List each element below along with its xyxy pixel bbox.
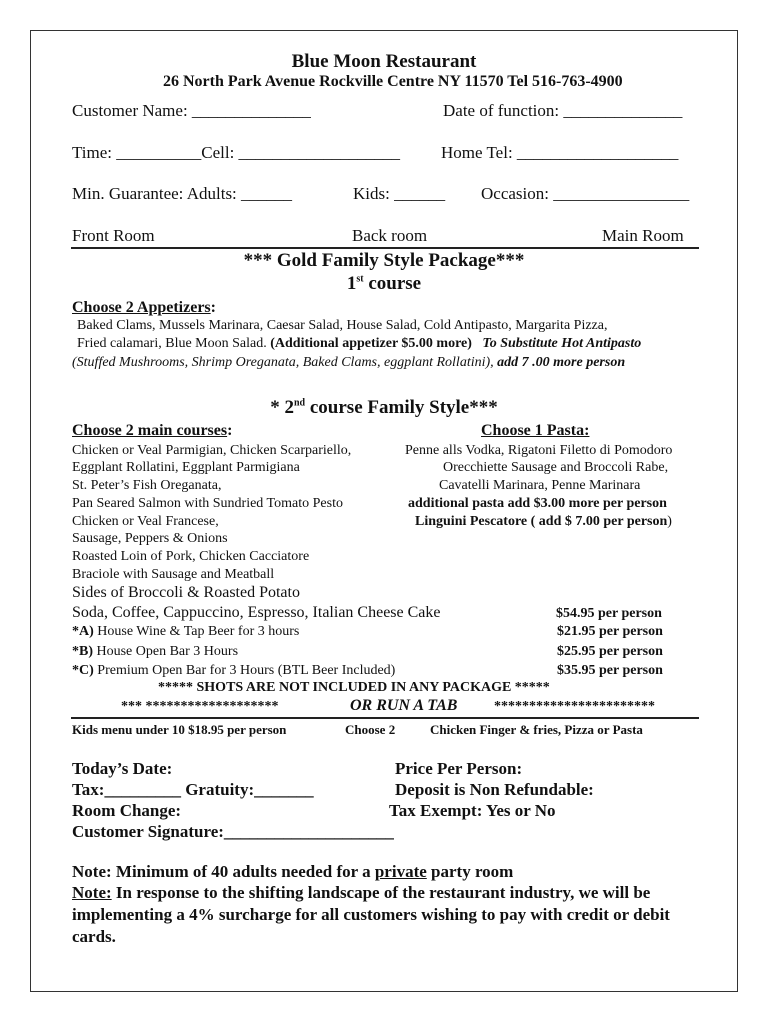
bar-option: *A) House Wine & Tap Beer for 3 hours — [72, 624, 300, 639]
pasta-item: Orecchiette Sausage and Broccoli Rabe, — [443, 460, 669, 475]
run-tab-stars-left: *** ******************* — [121, 699, 279, 714]
main-courses-heading: Choose 2 main courses: — [72, 422, 233, 439]
restaurant-name: Blue Moon Restaurant — [291, 51, 477, 72]
tax-exempt-field[interactable]: Tax Exempt: Yes or No — [389, 801, 556, 820]
main-course-item: Sausage, Peppers & Onions — [72, 531, 228, 546]
address-line: 26 North Park Avenue Rockville Centre NY 11570 Tel 516-763-4900 — [163, 73, 623, 90]
main-course-item: St. Peter’s Fish Oreganata, — [72, 478, 222, 493]
price-per-person-field[interactable]: Price Per Person: — [395, 759, 523, 778]
divider — [71, 247, 699, 249]
note-minimum-adults: Note: Minimum of 40 adults needed for a private party room — [72, 862, 514, 881]
pasta-item: Penne alls Vodka, Rigatoni Filetto di Pomodoro — [405, 443, 673, 458]
main-course-item: Chicken or Veal Parmigian, Chicken Scarpariello, — [72, 443, 352, 458]
customer-signature-field[interactable]: Customer Signature:____________________ — [72, 822, 394, 841]
occasion-field[interactable]: Occasion: ________________ — [481, 184, 690, 203]
deposit-note: Deposit is Non Refundable: — [395, 780, 594, 799]
customer-name-field[interactable]: Customer Name: ______________ — [72, 101, 311, 120]
menu-page — [30, 30, 738, 992]
run-tab-stars-right: *********************** — [494, 699, 655, 714]
kids-choose: Choose 2 — [345, 722, 396, 737]
package-title: *** Gold Family Style Package*** — [243, 250, 525, 271]
kids-menu: Kids menu under 10 $18.95 per person — [72, 722, 287, 737]
kids-field[interactable]: Kids: ______ — [353, 184, 446, 203]
main-course-item: Pan Seared Salmon with Sundried Tomato Pesto — [72, 496, 343, 511]
front-room-label: Front Room — [72, 226, 155, 245]
bar-option-price: $35.95 per person — [557, 663, 663, 678]
pasta-heading: Choose 1 Pasta: — [481, 422, 590, 439]
main-course-item: Braciole with Sausage and Meatball — [72, 567, 275, 582]
bar-option-price: $25.95 per person — [557, 644, 663, 659]
min-guarantee-field[interactable]: Min. Guarantee: Adults: ______ — [72, 184, 293, 203]
main-course-item: Roasted Loin of Pork, Chicken Cacciatore — [72, 549, 310, 564]
home-tel-field[interactable]: Home Tel: ___________________ — [441, 143, 679, 162]
note-surcharge-line-1: Note: In response to the shifting landscape of the restaurant industry, we will be — [72, 883, 651, 902]
back-room-label: Back room — [352, 226, 428, 245]
package-price: $54.95 per person — [556, 606, 662, 621]
main-course-item: Chicken or Veal Francese, — [72, 514, 219, 529]
appetizers-heading: Choose 2 Appetizers: — [72, 299, 216, 316]
bar-option-price: $21.95 per person — [557, 624, 663, 639]
main-course-item: Eggplant Rollatini, Eggplant Parmigiana — [72, 460, 300, 475]
sides-line: Sides of Broccoli & Roasted Potato — [72, 584, 300, 601]
bar-option: *C) Premium Open Bar for 3 Hours (BTL Beer Included) — [72, 663, 396, 678]
dessert-line: Soda, Coffee, Cappuccino, Espresso, Italian Cheese Cake — [72, 604, 441, 621]
kids-options: Chicken Finger & fries, Pizza or Pasta — [430, 722, 643, 737]
todays-date-field[interactable]: Today’s Date: — [72, 759, 173, 778]
note-surcharge-line-2: implementing a 4% surcharge for all customers wishing to pay with credit or debit — [72, 905, 670, 924]
shots-note: ***** SHOTS ARE NOT INCLUDED IN ANY PACKAGE ***** — [158, 680, 550, 695]
bar-option: *B) House Open Bar 3 Hours — [72, 644, 239, 659]
pasta-item: Linguini Pescatore ( add $ 7.00 per person) — [415, 514, 672, 529]
pasta-item: additional pasta add $3.00 more per person — [408, 496, 667, 511]
run-tab-label: OR RUN A TAB — [350, 697, 458, 714]
time-cell-field[interactable]: Time: __________Cell: ___________________ — [72, 143, 401, 162]
main-room-label: Main Room — [602, 226, 684, 245]
appetizers-line-1: Baked Clams, Mussels Marinara, Caesar Salad, House Salad, Cold Antipasto, Margarita Pizza, — [77, 318, 608, 333]
pasta-item: Cavatelli Marinara, Penne Marinara — [439, 478, 641, 493]
appetizers-line-2: Fried calamari, Blue Moon Salad. (Additional appetizer $5.00 more) To Substitute Hot Antipasto — [77, 336, 642, 351]
divider — [71, 717, 699, 719]
second-course-heading: * 2nd course Family Style*** — [270, 397, 498, 418]
tax-gratuity-field[interactable]: Tax:_________ Gratuity:_______ — [72, 780, 314, 799]
room-change-field[interactable]: Room Change: — [72, 801, 182, 820]
first-course-heading: 1st course — [346, 273, 422, 294]
appetizers-line-3: (Stuffed Mushrooms, Shrimp Oreganata, Baked Clams, eggplant Rollatini), add 7 .00 more person — [72, 355, 626, 370]
date-of-function-field[interactable]: Date of function: ______________ — [443, 101, 683, 120]
note-surcharge-line-3: cards. — [72, 927, 116, 946]
